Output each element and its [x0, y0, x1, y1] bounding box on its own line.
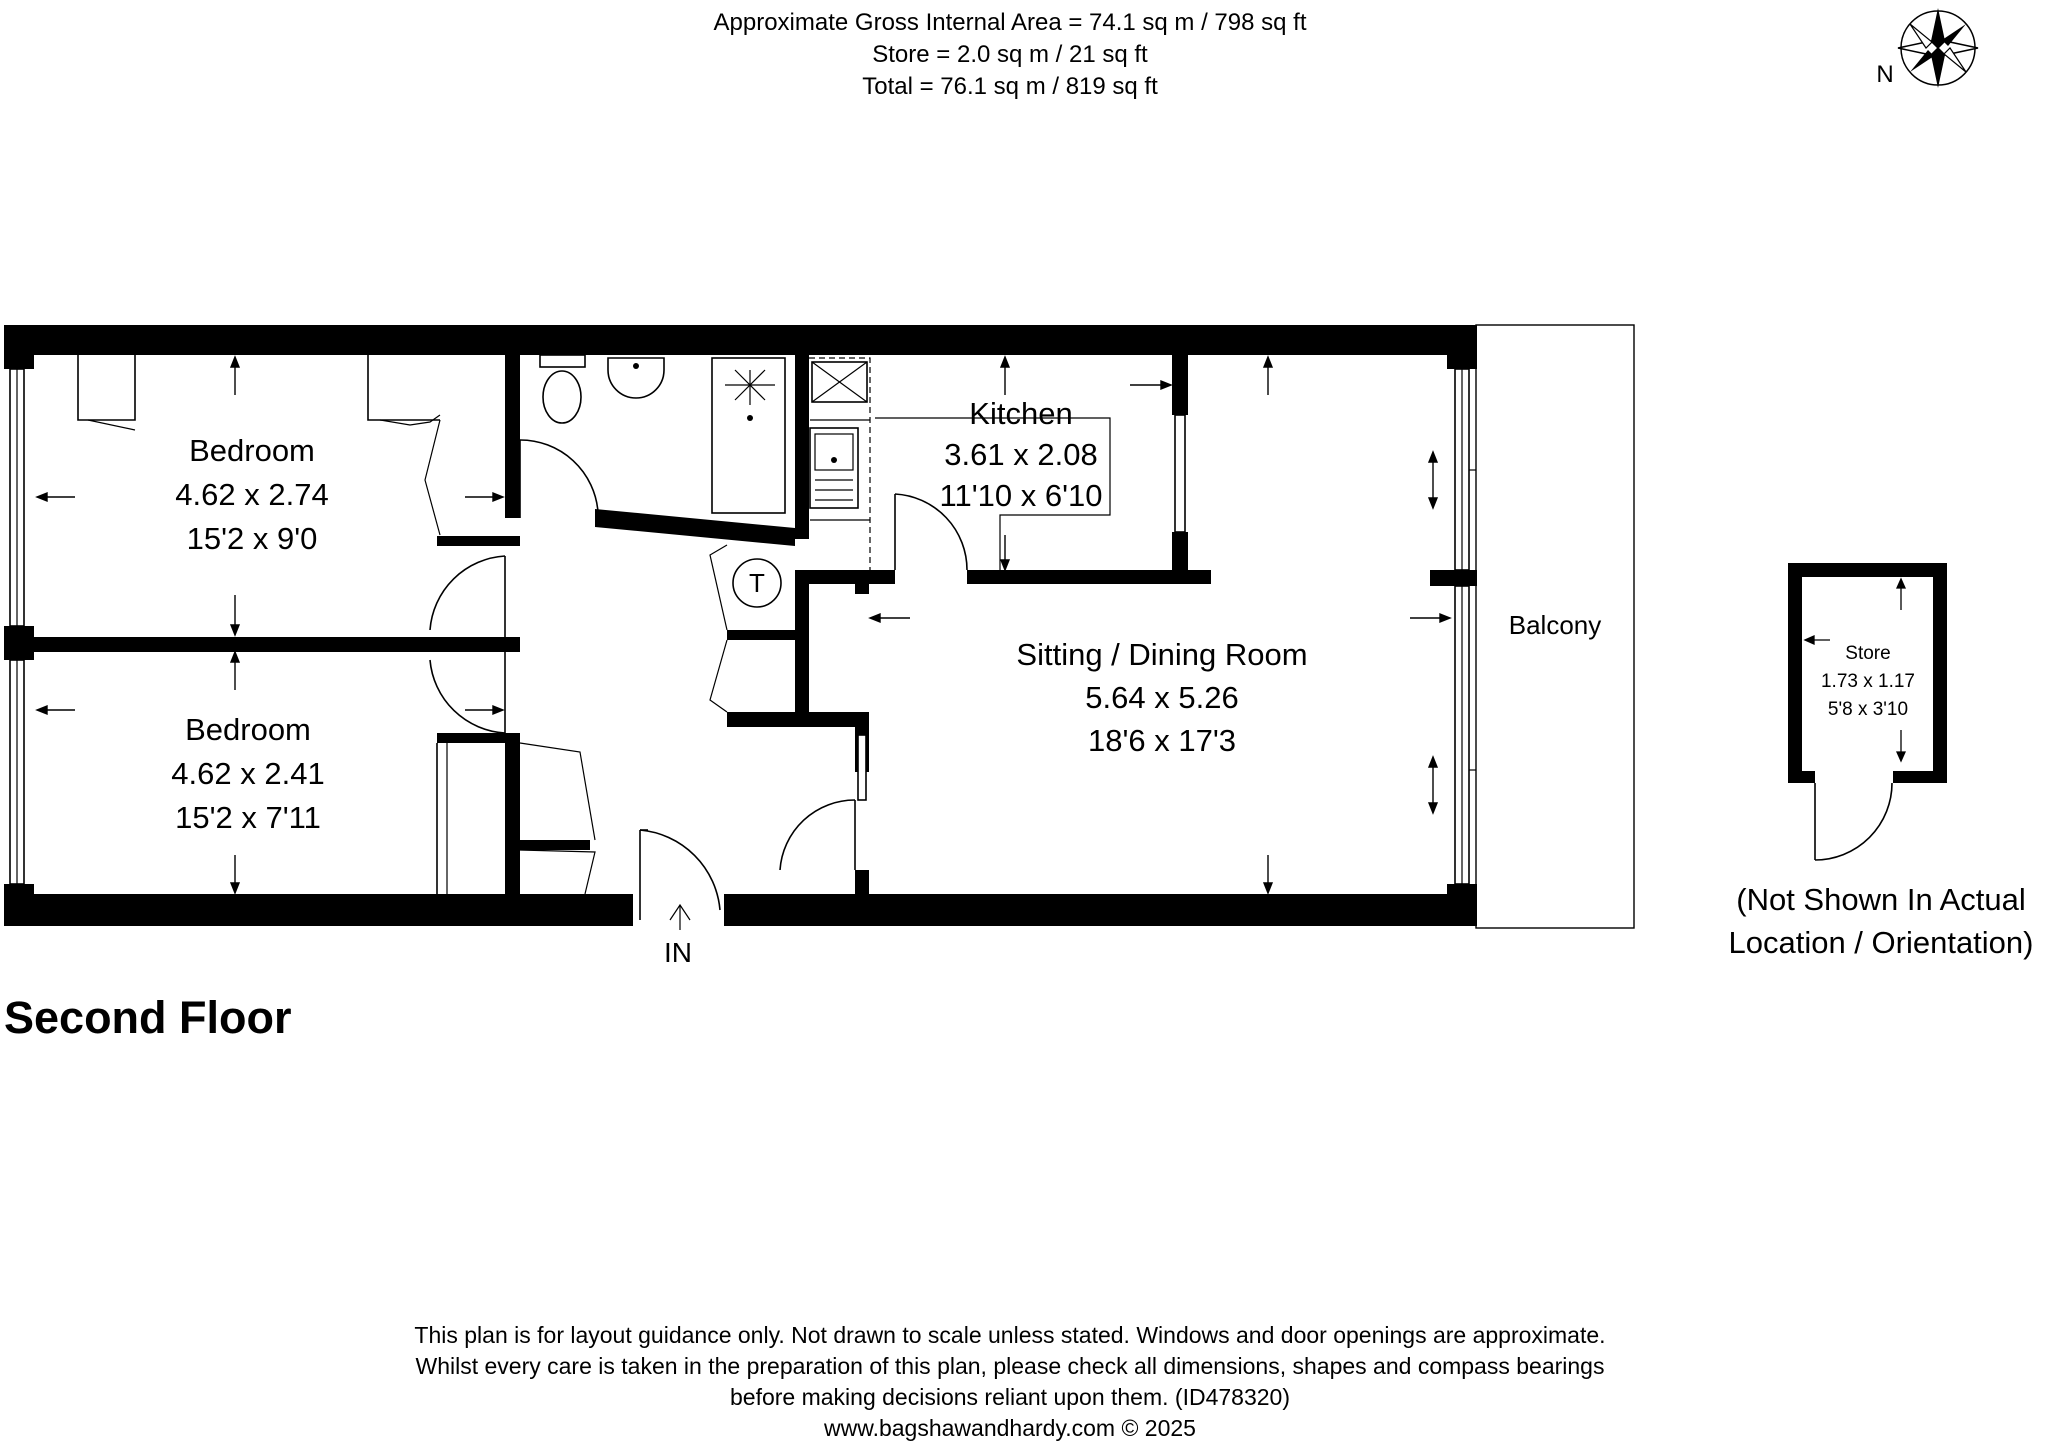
left-windows [10, 369, 24, 884]
bedroom1-metric: 4.62 x 2.74 [175, 477, 329, 512]
sitting-room-metric: 5.64 x 5.26 [1085, 680, 1239, 715]
airing-cupboard-doors[interactable] [710, 545, 727, 712]
store-metric: 1.73 x 1.17 [1820, 671, 1916, 692]
balcony-label: Balcony [1508, 610, 1602, 640]
hall-partition-glazing [858, 735, 866, 800]
sink-icon [810, 428, 858, 508]
store-name: Store [1845, 643, 1891, 664]
balcony-sliding-doors[interactable] [1455, 369, 1476, 884]
store-area-text: Store = 2.0 sq m / 21 sq ft [872, 41, 1148, 68]
bedroom2-metric: 4.62 x 2.41 [171, 756, 325, 791]
bedroom2-name: Bedroom [185, 712, 311, 747]
water-tank-label: T [749, 568, 765, 598]
entrance-arrow-icon [670, 905, 690, 930]
bathroom-fittings [540, 355, 785, 513]
store-dimension-arrows [1805, 579, 1905, 761]
sitting-room-name: Sitting / Dining Room [1016, 637, 1308, 672]
bedroom2-door[interactable] [430, 652, 505, 733]
bathroom-door[interactable] [520, 440, 598, 518]
disclaimer-line2: Whilst every care is taken in the preparation of this plan, please check all dimensions, shapes and compass bearings [415, 1353, 1605, 1379]
kitchen-worktops [809, 358, 870, 570]
store-note-line1: (Not Shown In Actual [1736, 882, 2026, 917]
compass-north-label: N [1876, 61, 1894, 88]
wc-cistern [540, 355, 585, 367]
entrance-label: IN [664, 937, 692, 968]
lounge-door[interactable] [780, 800, 855, 870]
store-door[interactable] [1815, 783, 1892, 860]
disclaimer-line3: before making decisions reliant upon them. (ID478320) [730, 1384, 1290, 1410]
floor-label: Second Floor [4, 992, 292, 1043]
bedroom1-imperial: 15'2 x 9'0 [186, 521, 318, 556]
kitchen-partition-glazing [1175, 415, 1185, 532]
total-area-text: Total = 76.1 sq m / 819 sq ft [862, 73, 1158, 100]
sitting-room-imperial: 18'6 x 17'3 [1087, 723, 1237, 758]
website-copyright[interactable]: www.bagshawandhardy.com © 2025 [824, 1415, 1196, 1441]
bedroom2-imperial: 15'2 x 7'11 [175, 800, 321, 835]
kitchen-name: Kitchen [969, 396, 1073, 431]
bedroom1-name: Bedroom [189, 433, 315, 468]
kitchen-metric: 3.61 x 2.08 [944, 437, 1098, 472]
toilet-icon [543, 371, 581, 423]
disclaimer-line1: This plan is for layout guidance only. Not drawn to scale unless stated. Windows and door openings are approximate. [414, 1322, 1606, 1348]
store-imperial: 5'8 x 3'10 [1827, 699, 1909, 720]
bedroom1-door[interactable] [430, 556, 505, 637]
kitchen-imperial: 11'10 x 6'10 [939, 478, 1103, 513]
store-note-line2: Location / Orientation) [1728, 925, 2034, 960]
shower-bath-icon [712, 358, 785, 513]
compass-rose-icon [1898, 8, 1978, 88]
gross-area-text: Approximate Gross Internal Area = 74.1 sq m / 798 sq ft [713, 9, 1307, 36]
